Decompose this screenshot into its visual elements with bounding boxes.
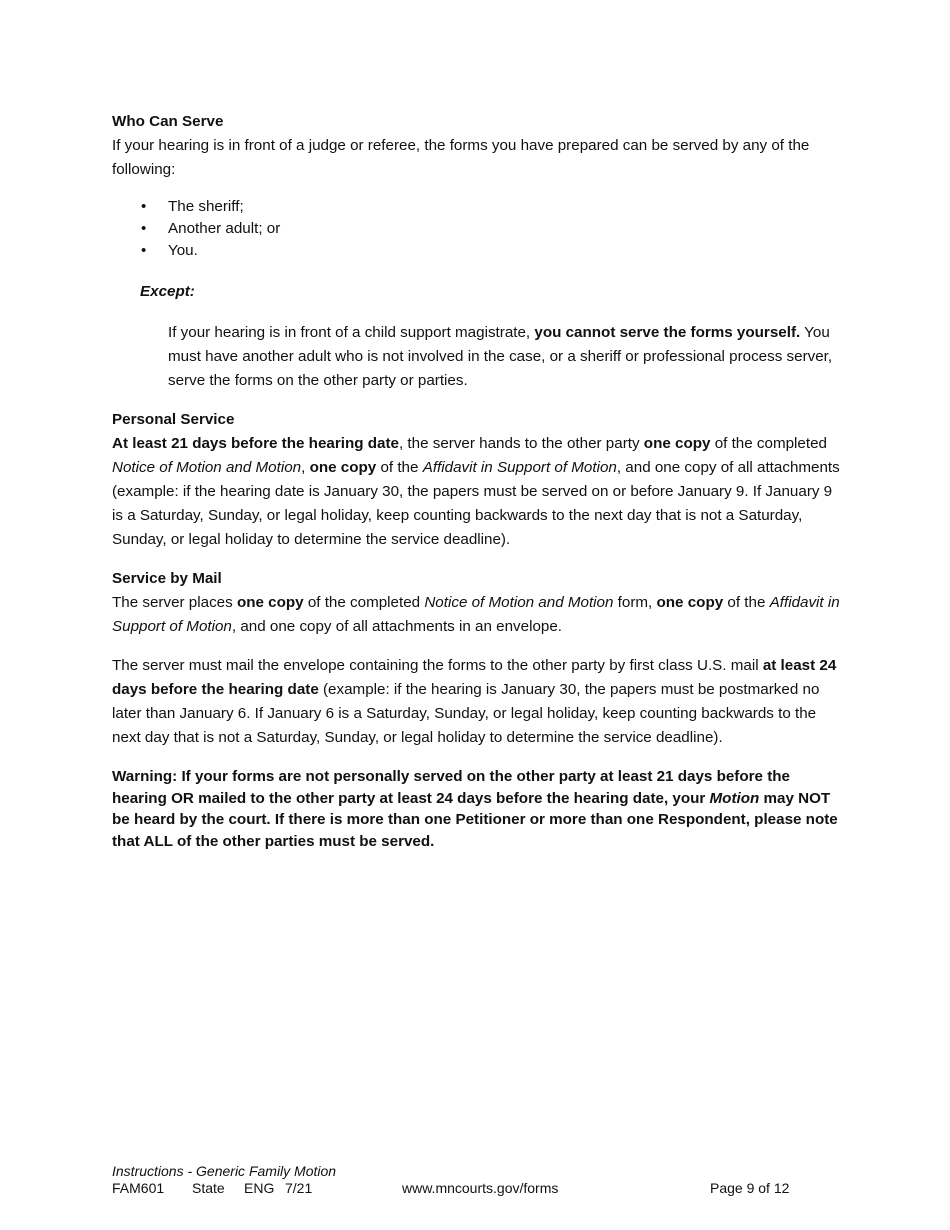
text-bold: one copy — [309, 459, 377, 476]
text-run: , and one copy of all attachments in an envelope. — [231, 618, 563, 635]
except-bold: you cannot serve the forms yourself. — [534, 324, 801, 341]
footer-form-code: FAM601 — [112, 1180, 165, 1196]
who-can-serve-heading: Who Can Serve — [112, 113, 224, 130]
text-bold: one copy — [236, 594, 304, 611]
footer-url: www.mncourts.gov/forms — [402, 1180, 559, 1196]
page-footer — [112, 1163, 852, 1197]
text-bold: one copy — [643, 435, 711, 452]
who-can-serve-intro: If your hearing is in front of a judge or referee, the forms you have prepared can be served by any of the following: — [112, 137, 810, 178]
text-run: form, — [613, 594, 657, 611]
list-item: • Another adult; or — [168, 218, 842, 240]
form-title: Notice of Motion and Motion — [112, 459, 302, 476]
text-run: The server must mail the envelope containing the forms to the other party by first class U.S. mail — [112, 657, 763, 674]
footer-title: Instructions - Generic Family Motion — [112, 1163, 337, 1179]
footer-language: ENG — [244, 1180, 275, 1196]
text-run: , the server hands to the other party — [398, 435, 644, 452]
warning-text: Warning: If your forms are not personally served on the other party at least 21 days before the hearing OR mailed to the other party at least 24 days before the hearing date, your — [112, 768, 790, 807]
footer-meta-row — [112, 1180, 852, 1197]
document-page — [112, 110, 842, 852]
server-list — [112, 196, 842, 262]
mail-paragraph-2 — [112, 654, 842, 750]
form-title: Affidavit in Support of Motion — [112, 594, 840, 635]
text-run: , — [301, 459, 310, 476]
deadline-bold: at least 24 days before the hearing date — [112, 657, 837, 698]
text-bold: one copy — [656, 594, 724, 611]
warning-italic: Motion — [709, 789, 760, 807]
deadline-bold: At least 21 days before the hearing date — [112, 435, 399, 452]
footer-jurisdiction: State — [192, 1180, 225, 1196]
form-title: Notice of Motion and Motion — [424, 594, 614, 611]
footer-page-number: Page 9 of 12 — [710, 1180, 790, 1196]
except-paragraph — [168, 321, 842, 393]
text-run: , and one copy of all attachments (example: if the hearing date is January 30, the papers must be served on or before January 9. If January 9 is a Saturday, Sunday, or legal holiday, keep counting backwards to the next day that is not a Saturday, Sunday, or legal holiday to determine the service deadline). — [112, 459, 840, 548]
footer-revision: 7/21 — [285, 1180, 313, 1196]
list-item: • You. — [168, 240, 842, 262]
text-run: of the completed — [303, 594, 425, 611]
text-run: of the completed — [710, 435, 827, 452]
text-run: (example: if the hearing is January 30, the papers must be postmarked no later than January 6. If January 6 is a Saturday, Sunday, or legal holiday, keep counting backwards to the next day that is not a Saturday, Sunday, or legal holiday to determine the service deadline). — [112, 681, 820, 746]
personal-service-paragraph — [112, 432, 842, 552]
text-run: of the — [376, 459, 423, 476]
except-text: You must have another adult who is not involved in the case, or a sheriff or professional process server, serve the forms on the other party or parties. — [168, 324, 833, 389]
text-run: The server places — [112, 594, 237, 611]
section-service-by-mail — [112, 567, 842, 750]
personal-service-heading: Personal Service — [112, 411, 235, 428]
service-by-mail-heading: Service by Mail — [112, 570, 222, 587]
except-text: If your hearing is in front of a child support magistrate, — [168, 324, 535, 341]
list-item: • The sheriff; — [168, 196, 842, 218]
form-title: Affidavit in Support of Motion — [422, 459, 617, 476]
section-personal-service — [112, 408, 842, 552]
warning-text: may NOT be heard by the court. If there is more than one Petitioner or more than one Respondent, please note that ALL of the other parties must be served. — [112, 789, 838, 850]
warning-paragraph — [112, 766, 842, 852]
section-who-can-serve — [112, 110, 842, 393]
text-run: of the — [723, 594, 770, 611]
except-heading: Except: — [140, 283, 195, 300]
mail-paragraph-1 — [112, 591, 842, 639]
